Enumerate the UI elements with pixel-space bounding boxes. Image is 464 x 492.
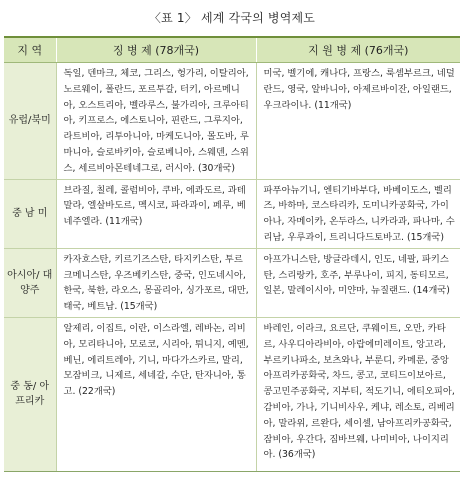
region-cell: 아시아/ 대양주 xyxy=(4,248,56,317)
table-row xyxy=(4,63,460,180)
volunteer-countries: 미국, 벨기에, 캐나다, 프랑스, 룩셈부르크, 네덜란드, 영국, 알바니아, 아제르바이잔, 아일랜드, 우크라이나. (11개국) xyxy=(256,63,460,180)
conscription-countries: 알제리, 이집트, 이란, 이스라엘, 레바논, 리비아, 모리타니아, 모로코, 시리아, 튀니지, 예멘, 베닌, 에리트레아, 기니, 마다가스카르, 말리, 모잠비크, 니제르, 세네갈, 수단, 탄자니아, 통고. (22개국) xyxy=(56,317,256,471)
volunteer-countries: 파푸아뉴기니, 엔티기바부다, 바베이도스, 벨리즈, 바하마, 코스타리카, 도미니카공화국, 가이아나, 자메이카, 온두라스, 니카라과, 파나마, 수리남, 우루과이, 트리니다드토바고. (15개국) xyxy=(256,179,460,248)
header-volunteer: 지 원 병 제 (76개국) xyxy=(256,37,460,63)
military-service-table xyxy=(4,36,460,472)
region-cell: 중 남 미 xyxy=(4,179,56,248)
conscription-countries: 카자흐스탄, 키르기즈스탄, 타지키스탄, 투르크메니스탄, 우즈베키스탄, 중국, 인도네시아, 한국, 북한, 라오스, 몽골리아, 싱가포르, 대만, 태국, 베트남. (15개국) xyxy=(56,248,256,317)
region-cell: 유럽/북미 xyxy=(4,63,56,180)
volunteer-countries: 바레인, 이라크, 요르단, 쿠웨이트, 오만, 카타르, 사우디아라비아, 아랍에미레이트, 앙고라, 부르키나파소, 보츠와나, 부룬디, 카메룬, 중앙아프리카공화국, 차드, 콩고, 코티드이보아르, 콩고민주공화국, 지부티, 적도기니, 에티오피아, 감비아, 가나, 기니비사우, 케냐, 레소토, 리베리아, 말라위, 르완다, 세이셀, 남아프리카공화국, 잠비아, 우간다, 짐바브웨, 나미비아, 나이지리아. (36개국) xyxy=(256,317,460,471)
volunteer-countries: 아프가니스탄, 방글라데시, 인도, 네팔, 파키스탄, 스리랑카, 호주, 부루나이, 피지, 동티모르, 일본, 말레이시아, 미얀마, 뉴질랜드. (14개국) xyxy=(256,248,460,317)
conscription-countries: 브라질, 칠레, 콜럼비아, 쿠바, 에콰도르, 과테말라, 엘살바도르, 멕시코, 파라과이, 페루, 베네주엘라. (11개국) xyxy=(56,179,256,248)
region-cell: 중 동/ 아프리카 xyxy=(4,317,56,471)
header-region: 지 역 xyxy=(4,37,56,63)
header-conscription: 징 병 제 (78개국) xyxy=(56,37,256,63)
table-row xyxy=(4,317,460,471)
table-caption: 〈표 1〉 세계 각국의 병역제도 xyxy=(148,11,316,25)
table-row xyxy=(4,179,460,248)
table-header-row xyxy=(4,37,460,63)
conscription-countries: 독일, 덴마크, 체코, 그리스, 헝가리, 이탈리아, 노르웨이, 폴란드, 포르투갈, 터키, 아르메니아, 오스트리아, 벨라루스, 불가리아, 크루아티아, 키프로스, 에스토니아, 핀란드, 그루지아, 라트비아, 리투아니아, 마케도니아, 몰도바, 루마니아, 슬로바키아, 슬로베니아, 스웨덴, 스위스, 세르비아몬테네그로, 러시아. (30개국) xyxy=(56,63,256,180)
table-row xyxy=(4,248,460,317)
